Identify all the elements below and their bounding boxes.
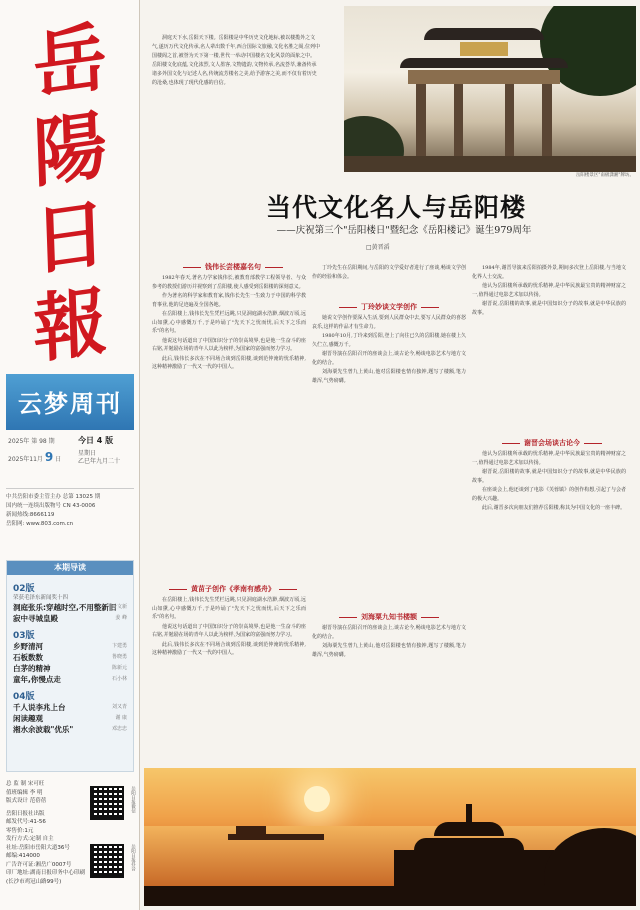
credit-line: 岳阳日报社出版: [6, 810, 45, 817]
page-count: 今日 4 版: [78, 436, 114, 445]
contents-item-author: 鲁晓勇: [111, 654, 127, 660]
article-paragraph: 丁玲先生在岳阳期间,与岳阳的文学爱好者进行了座谈,畅谈文学创作的经验和体会。: [312, 265, 466, 280]
gate-column: [454, 84, 463, 158]
section-title: 丁玲妙谈文学创作: [314, 302, 464, 312]
contents-item[interactable]: [13, 713, 127, 724]
pavilion-roof: [434, 822, 504, 836]
issue-month: 2025年11月: [8, 456, 43, 463]
lunar-date: 乙巳年九月二十: [78, 458, 121, 465]
qr-code-douyin: [90, 844, 124, 878]
credit-line: 邮编:414000: [6, 853, 40, 859]
credit-line: 版式设计 范蓓蓓: [6, 798, 47, 804]
contents-item-title: 童年,你慢点走: [13, 675, 61, 684]
contents-item-title: 白茅的精神: [13, 664, 51, 673]
gate-roof: [424, 28, 544, 40]
contents-item-title: 乡野清河: [13, 642, 43, 651]
publisher-line: 岳阳网: www.803.com.cn: [6, 521, 74, 527]
pavilion-spire: [466, 804, 472, 824]
issue-year: 2025年: [8, 438, 30, 445]
article-column-2a: [312, 264, 466, 298]
subheadline: ——庆祝第三个"岳阳楼日"暨纪念《岳阳楼记》诞生979周年: [276, 225, 532, 236]
byline: □黄晋滔: [366, 244, 390, 251]
credit-line: 值班编辑 李 明: [6, 789, 43, 796]
section-title: 钱伟长尝楼嘉名句: [158, 262, 308, 272]
issue-day: 9: [44, 450, 54, 464]
photo-sunset: [144, 768, 636, 906]
credits: [6, 780, 134, 904]
contents-item[interactable]: [13, 702, 127, 713]
issue-number: 第 98 期: [31, 438, 55, 445]
article-column-1b: [152, 596, 306, 764]
article-paragraph: 在座谈会上,他还谈到了电影《芙蓉镇》的创作构想,引起了与会者的极大兴趣。: [472, 487, 626, 502]
contents-item[interactable]: [13, 724, 127, 735]
contents-item[interactable]: [13, 613, 127, 624]
article-column-3a: [472, 264, 626, 434]
article-paragraph: 刘海粟先生曾九上黄山,他对岳阳楼也情有独钟,题写了楼额,笔力雄浑,气势磅礴。: [312, 369, 466, 384]
contents-item-author: 谢 康: [115, 715, 127, 721]
article-paragraph: 此后,钱伟长多次在不同场合谈到岳阳楼,谈到范仲淹的忧乐精神,这种精神激励了一代又一代的中国人。: [152, 641, 306, 656]
shore-shape: [144, 886, 636, 906]
credit-line: 发行方式:定制 自主: [6, 836, 54, 842]
article-paragraph: 谢晋说,岳阳楼的故事,就是中国知识分子的故事,就是中华民族的故事。: [472, 301, 626, 316]
ground-shape: [344, 156, 636, 172]
article-column-3b: [472, 450, 626, 764]
article-paragraph: 在岳阳楼上,钱伟长先生凭栏远眺,只见洞庭湖水浩渺,烟波万顷,远山如黛,心中感慨万千,于是吟诵了"先天下之忧而忧,后天下之乐而乐"的名句。: [152, 311, 306, 334]
gate-column: [542, 84, 552, 158]
gate-beam: [408, 70, 560, 84]
contents-item-title: 洞庭张乐:穿越时空,不用整新旧: [13, 603, 117, 612]
credit-line: 社址:岳阳市岳阳大道36号: [6, 844, 70, 851]
contents-item-author: 陈新元: [111, 665, 127, 671]
article-paragraph: 在岳阳楼上,钱伟长先生凭栏远眺,只见洞庭湖水浩渺,烟波万顷,远山如黛,心中感慨万千,于是吟诵了"先天下之忧而忧,后天下之乐而乐"的名句。: [152, 597, 306, 620]
article-paragraph: 他说这句话道出了中国知识分子的崇高境界,也是他一生奋斗的座右铭,并勉励在场的青年人以此为榜样,为国家的富强而努力学习。: [152, 337, 306, 352]
contents-item-title: 寂中寻城皇殿: [13, 614, 58, 623]
boat-shape: [236, 826, 266, 834]
edition-label: 02版: [13, 584, 35, 594]
article-paragraph: 谢晋导演在岳阳召开的座谈会上,谈古论今,畅谈电影艺术与地方文化的结合。: [312, 351, 466, 366]
gate-column: [505, 84, 514, 158]
article-paragraph: 1982年春天,著名力学家钱伟长,被教育部教学工程领导者、与众参考的教授们游历并视察到了岳阳楼,使人感受到岳阳楼的深刻意义。: [152, 275, 306, 290]
title-char: 日: [31, 189, 109, 287]
title-char: 岳: [31, 13, 109, 111]
article-paragraph: 谢晋导演在岳阳召开的座谈会上,谈古论今,畅谈电影艺术与地方文化的结合。: [312, 625, 466, 640]
article-paragraph: 她说文学创作要深入生活,要到人民群众中去,要写人民群众的喜怒哀乐,这样的作品才有生命力。: [312, 315, 466, 330]
masthead-column: [0, 0, 140, 910]
title-char: 報: [31, 277, 109, 375]
article-column-2b: [312, 314, 466, 610]
section-title: 黄苗子创作《孝南有感舟》: [158, 584, 308, 594]
credit-line: 广告许可证:湘岳广0007号: [6, 861, 72, 868]
article-column-1: [152, 274, 306, 582]
credit-line: 总 监 制 宋可旺: [6, 781, 45, 787]
publisher-info: [6, 488, 134, 529]
contents-item-author: 石小林: [111, 676, 127, 682]
section-title: 谢晋会场谈古论今: [472, 438, 632, 448]
edition-label: 04版: [13, 692, 35, 702]
issue-meta: 2025年 第 98 期 今日 4 版 2025年11月 9 日 星期日 乙巳年九月二十: [8, 436, 121, 465]
contents-item-author: 叶文新: [111, 604, 127, 610]
gate-column: [416, 84, 426, 158]
contents-item-author: 卞建勇: [111, 643, 127, 649]
contents-item-title: 湘水余波载"优乐": [13, 725, 74, 734]
newspaper-title: [14, 13, 126, 375]
main-content: [144, 6, 636, 906]
supplement-title: 云梦周刊: [18, 390, 122, 418]
contents-item-title: 闲读趣观: [13, 714, 43, 723]
contents-item-title: 千人说李兆上台: [13, 703, 66, 712]
edition-subtitle: 荣获毛泽东新闻奖十四: [13, 595, 69, 601]
contents-item[interactable]: [13, 674, 127, 685]
publisher-line: 新闻热线:8666119: [6, 512, 55, 518]
article-paragraph: 此后,钱伟长多次在不同场合谈到岳阳楼,谈到范仲淹的忧乐精神,这种精神激励了一代又一代的中国人。: [152, 355, 306, 370]
photo-caption: 岳阳楼景区"南极潇湘"牌坊。: [575, 173, 634, 178]
photo-gate: [344, 6, 636, 172]
qr-code-wechat: [90, 786, 124, 820]
credit-line: 印厂地址:湖南日报印务中心印刷(长沙市鸡冠山路99号): [6, 870, 85, 885]
article-paragraph: 谢晋说,岳阳楼的故事,就是中国知识分子的故事,就是中华民族的故事。: [472, 469, 626, 484]
credit-line: 邮发代号:41-56: [6, 819, 46, 825]
publisher-line: 国内统一连续出版物号 CN 43-0006: [6, 503, 96, 509]
contents-item-author: 刘又青: [111, 704, 127, 710]
sun-shape: [304, 786, 330, 812]
publisher-line: 中共岳阳市委主管主办 总第 13025 期: [6, 494, 101, 500]
contents-item[interactable]: [13, 641, 127, 652]
pavilion-roof: [414, 838, 524, 850]
weekday: 星期日: [78, 450, 97, 457]
contents-header: 本期导读: [7, 561, 133, 575]
article-paragraph: 作为著名的科学家和教育家,钱伟长先生一生致力于中国的科学教育事业,他的足迹遍及全国各地。: [152, 293, 306, 308]
edition-label: 03版: [13, 631, 35, 641]
article-paragraph: 此后,谢晋多次向朋友们推荐岳阳楼,称其为中国文化的一座丰碑。: [482, 505, 626, 511]
article-paragraph: 1984年,谢晋导演来岳阳拍摄外景,期间多次登上岳阳楼,与当地文化界人士交流。: [472, 265, 626, 280]
contents-item[interactable]: [13, 652, 127, 663]
contents-item-author: 姜 峰: [115, 615, 127, 621]
title-char: 陽: [31, 101, 109, 199]
gate-plaque: [460, 42, 508, 56]
qr-label: 岳阳日报抖音: [130, 844, 136, 871]
credit-line: 零售价:1元: [6, 827, 34, 834]
article-paragraph: 他说这句话道出了中国知识分子的崇高境界,也是他一生奋斗的座右铭,并勉励在场的青年人以此为榜样,为国家的富强而努力学习。: [152, 623, 306, 638]
contents-item-author: 邓忠忠: [111, 726, 127, 732]
article-column-2c: [312, 624, 466, 764]
qr-label: 岳阳日报微信: [130, 786, 136, 813]
supplement-banner: [6, 374, 134, 430]
article-paragraph: 他认为岳阳楼所承载的忧乐精神,是中华民族最宝贵的精神财富之一,值得通过电影艺术加以传扬。: [472, 283, 626, 298]
boat-shape: [228, 834, 324, 840]
article-paragraph: 1980年10月,丁玲来到岳阳,登上了向往已久的岳阳楼,她在楼上久久伫立,感慨万千。: [312, 333, 466, 348]
table-of-contents: [6, 560, 134, 772]
gate-roof: [400, 58, 568, 68]
contents-item-title: 石板数数: [13, 653, 43, 662]
headline: 当代文化名人与岳阳楼: [265, 193, 526, 222]
contents-item[interactable]: [13, 663, 127, 674]
article-paragraph: 刘海粟先生曾九上黄山,他对岳阳楼也情有独钟,题写了楼额,笔力雄浑,气势磅礴。: [312, 643, 466, 658]
intro-paragraph: 洞庭天下水,岳阳天下楼。岳阳楼是中华历史文化地标,被以楼揽外之文气,遂历万代文化传承,名人辈出数千年,西合国际文旅融,文化名胜之阁,位列中国楼阁之首,被誉为天下第一楼,世代一举动中国楼名文化风景的面象之中。岳阳楼文化底蕴,文化浓烈,文人墨客,文物遗韵,文物传承,名流荟萃,兼备传承诸多外国文化与记述人名,传统流芳楼名之美,给予游客之美,而不仅有着历史的沧桑,也体现了现代化感的自信。: [152, 35, 320, 86]
contents-item[interactable]: [13, 602, 127, 613]
article-paragraph: 他认为岳阳楼所承载的忧乐精神,是中华民族最宝贵的精神财富之一,值得通过电影艺术加以传扬。: [472, 451, 626, 466]
section-title: 刘海粟九知书楼额: [314, 612, 464, 622]
